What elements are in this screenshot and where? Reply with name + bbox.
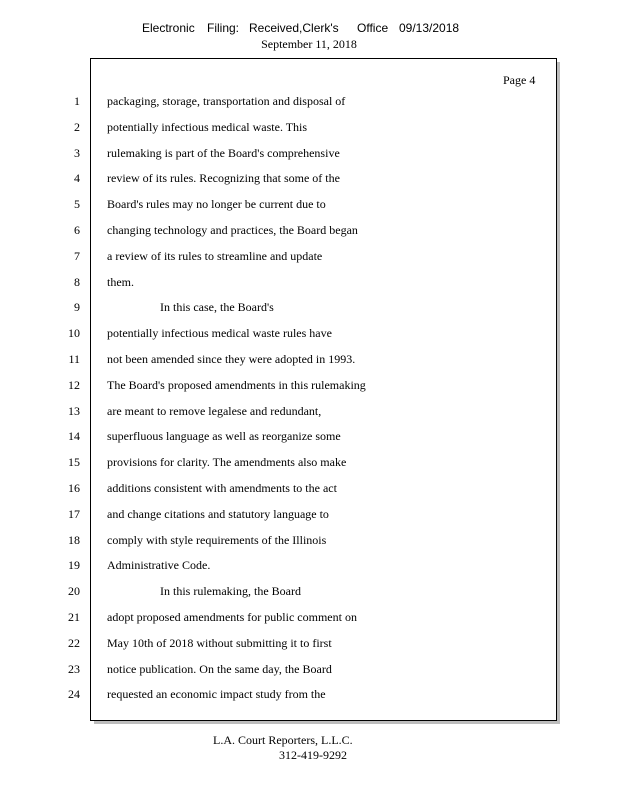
line-text: and change citations and statutory language to xyxy=(107,506,329,521)
line-number: 23 xyxy=(68,661,80,676)
header-date: September 11, 2018 xyxy=(261,37,357,51)
line-text: rulemaking is part of the Board's comprehensive xyxy=(107,145,340,160)
line-text: potentially infectious medical waste. This xyxy=(107,119,308,134)
line-number: 18 xyxy=(68,532,80,547)
line-text: not been amended since they were adopted in 1993. xyxy=(107,352,356,366)
stamp-electronic: Electronic xyxy=(142,21,195,35)
line-number: 12 xyxy=(68,377,80,392)
line-number: 1 xyxy=(74,94,80,108)
line-text: comply with style requirements of the Illinois xyxy=(107,532,327,547)
line-text: a review of its rules to streamline and update xyxy=(107,248,323,263)
footer-company: L.A. Court Reporters, L.L.C. xyxy=(213,733,353,747)
stamp-filing: Filing: xyxy=(207,21,240,35)
line-text: In this rulemaking, the Board xyxy=(160,584,301,599)
line-text: changing technology and practices, the Board began xyxy=(107,223,358,237)
line-text: requested an economic impact study from the xyxy=(107,687,326,702)
footer-phone: 312-419-9292 xyxy=(279,748,347,762)
stamp-date: 09/13/2018 xyxy=(399,21,460,35)
line-number: 13 xyxy=(68,403,80,418)
line-number: 7 xyxy=(74,248,80,263)
line-number: 14 xyxy=(68,429,80,444)
line-text: potentially infectious medical waste rules have xyxy=(107,326,332,341)
line-text: are meant to remove legalese and redundant, xyxy=(107,403,322,418)
line-number: 16 xyxy=(68,481,80,495)
line-text: Board's rules may no longer be current due to xyxy=(107,197,326,212)
line-number: 10 xyxy=(68,326,80,341)
line-number: 19 xyxy=(68,558,80,573)
page-number: Page 4 xyxy=(503,73,536,87)
line-text: notice publication. On the same day, the Board xyxy=(107,661,332,676)
line-text: them. xyxy=(107,274,134,289)
line-text: superfluous language as well as reorganize some xyxy=(107,429,341,444)
line-number: 8 xyxy=(74,274,80,289)
line-text: adopt proposed amendments for public comment on xyxy=(107,610,357,624)
stamp-office: Office xyxy=(357,21,389,35)
line-text: additions consistent with amendments to the act xyxy=(107,481,337,495)
line-number: 11 xyxy=(68,352,80,366)
line-number: 5 xyxy=(74,197,80,212)
line-number: 15 xyxy=(68,455,80,470)
line-number: 24 xyxy=(68,687,80,702)
line-number: 4 xyxy=(74,171,80,186)
line-number: 17 xyxy=(68,506,80,521)
line-number: 2 xyxy=(74,119,80,134)
line-text: Administrative Code. xyxy=(107,558,211,573)
line-text: May 10th of 2018 without submitting it to first xyxy=(107,635,332,650)
line-number: 3 xyxy=(74,145,80,160)
line-text: packaging, storage, transportation and disposal of xyxy=(107,94,346,108)
line-text: In this case, the Board's xyxy=(160,300,274,315)
line-number: 9 xyxy=(74,300,80,315)
line-text: The Board's proposed amendments in this rulemaking xyxy=(107,377,366,392)
line-number: 20 xyxy=(68,584,80,599)
line-text: provisions for clarity. The amendments also make xyxy=(107,455,347,470)
line-number: 22 xyxy=(68,635,80,650)
stamp-received: Received,Clerk's xyxy=(249,21,339,35)
line-number: 21 xyxy=(68,610,80,624)
line-text: review of its rules. Recognizing that some of the xyxy=(107,171,340,186)
line-number: 6 xyxy=(74,223,80,237)
